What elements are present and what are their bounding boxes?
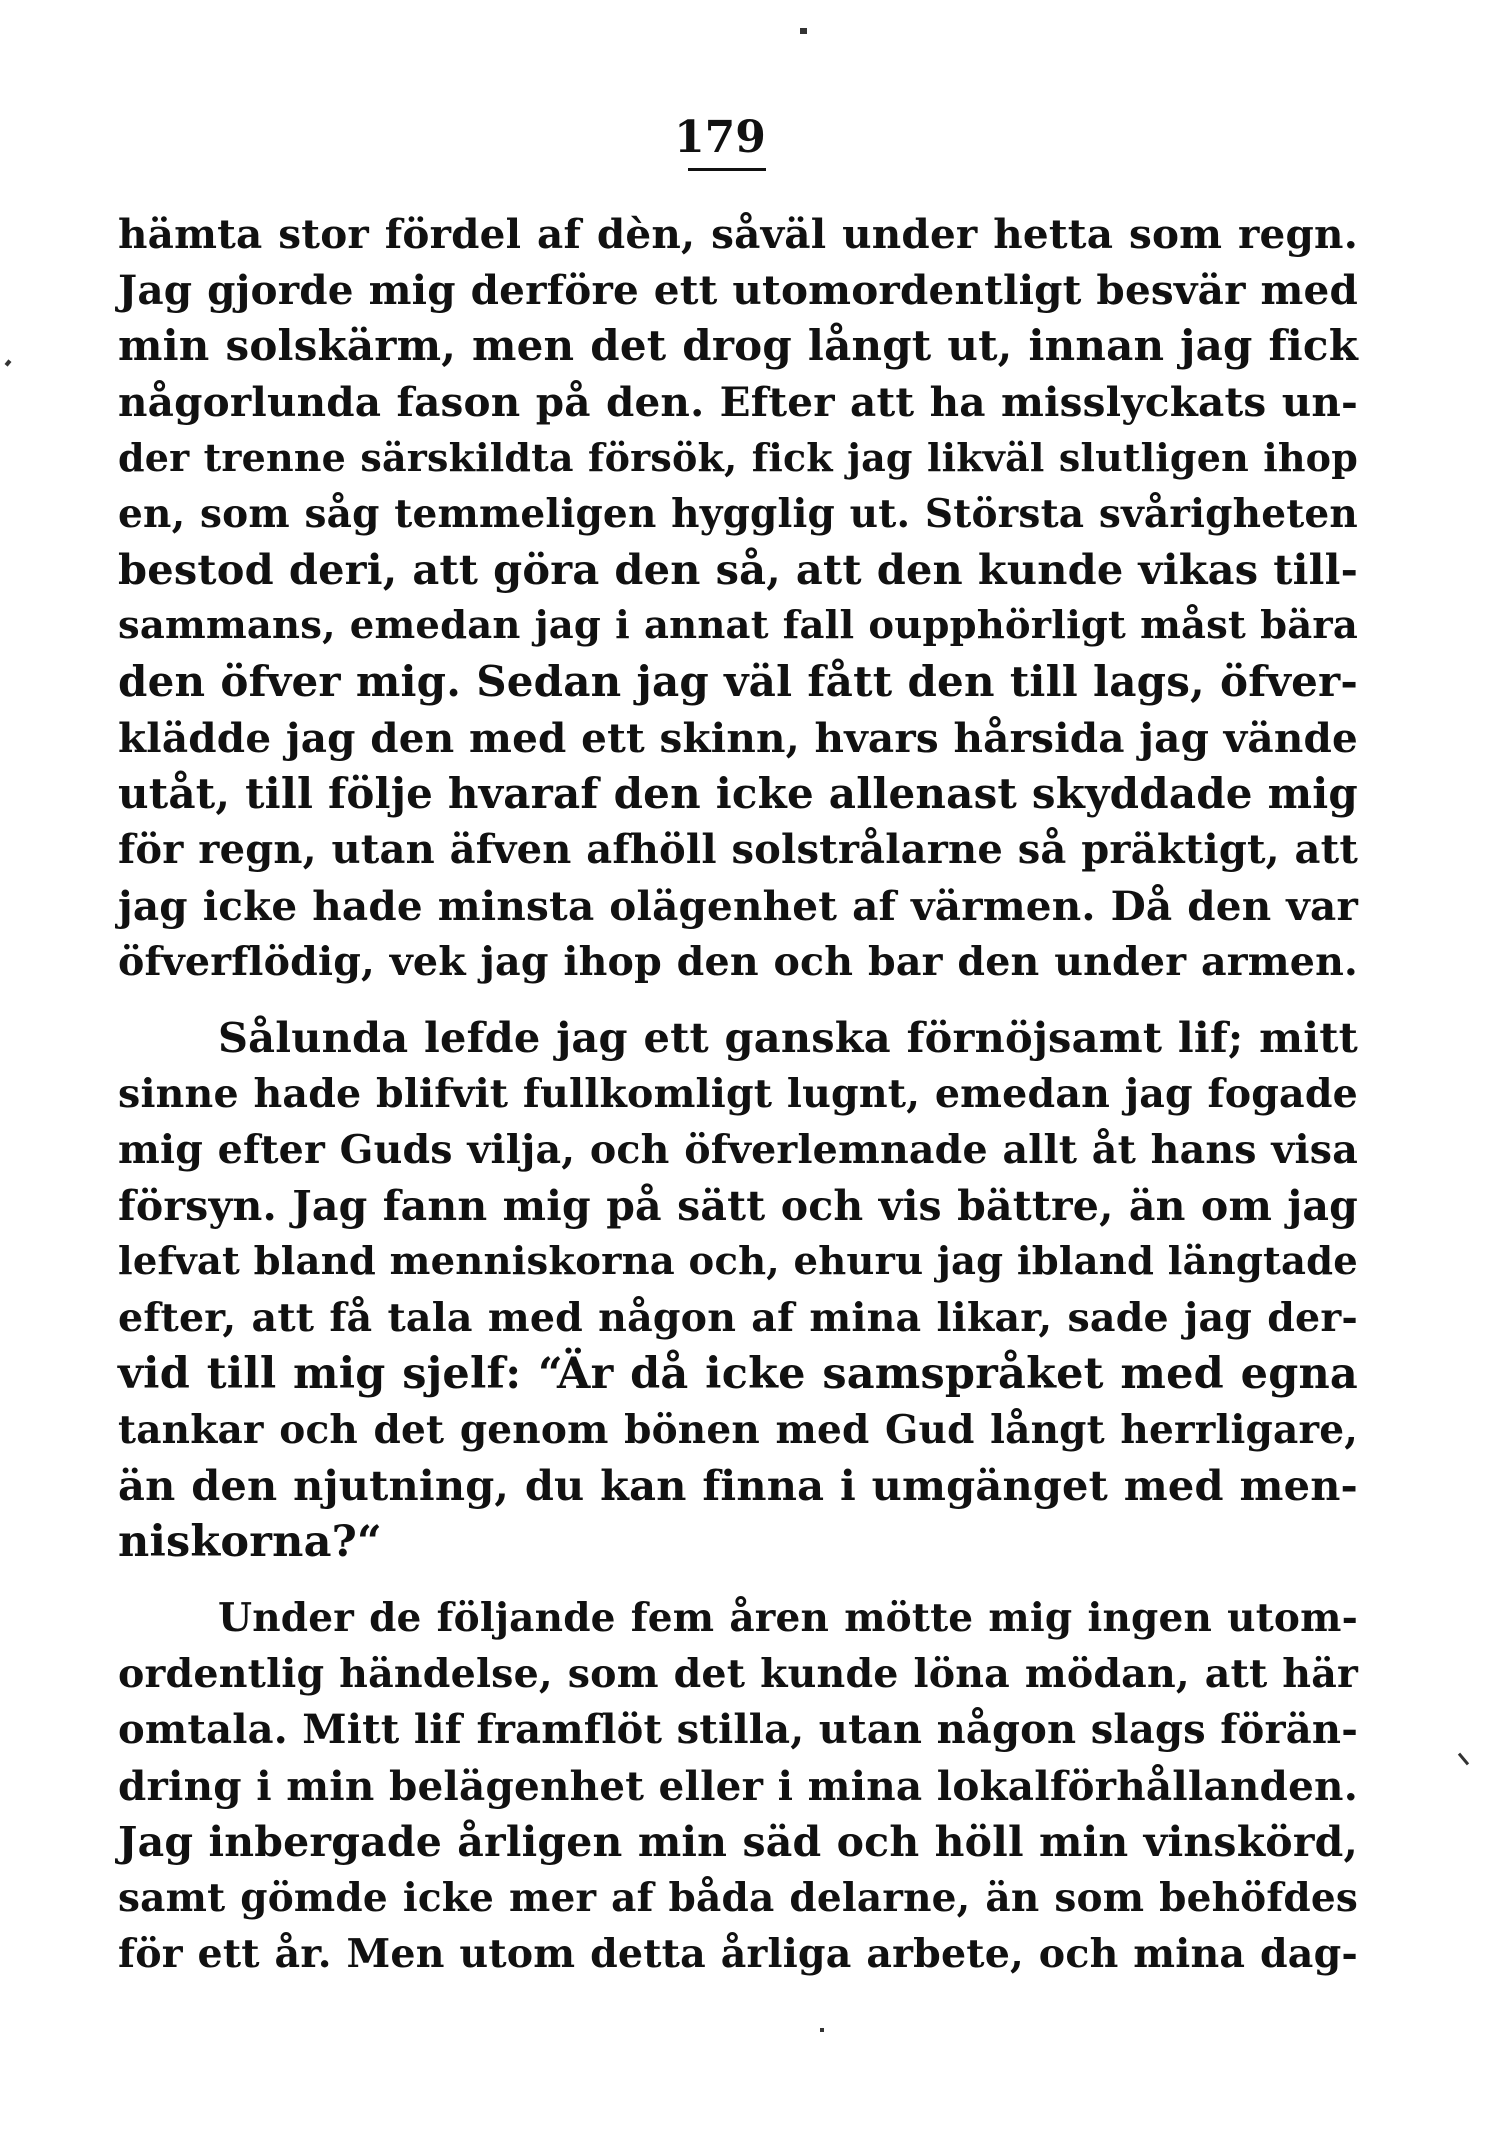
text-line: vid till mig sjelf: “Är då icke samspråket med egna: [118, 1349, 1358, 1399]
text-line: den öfver mig. Sedan jag väl fått den till lags, öfver-: [118, 657, 1358, 706]
text-line: Sålunda lefde jag ett ganska förnöjsamt lif; mitt: [218, 1013, 1358, 1062]
page-number: 179: [674, 112, 766, 163]
print-speck: [5, 359, 12, 366]
text-line: öfverflödig, vek jag ihop den och bar den under armen.: [118, 939, 1358, 985]
text-line: jag icke hade minsta olägenhet af värmen. Då den var: [118, 882, 1358, 930]
text-line: tankar och det genom bönen med Gud långt herrligare,: [118, 1407, 1358, 1453]
page-number-underline: [688, 168, 766, 171]
text-line: någorlunda fason på den. Efter att ha misslyckats un-: [118, 378, 1358, 426]
text-line: sammans, emedan jag i annat fall oupphörligt måst bära: [118, 603, 1358, 648]
text-line: lefvat bland menniskorna och, ehuru jag ibland längtade: [118, 1239, 1358, 1284]
text-line: efter, att få tala med någon af mina likar, sade jag der-: [118, 1295, 1358, 1341]
text-line: mig efter Guds vilja, och öfverlemnade allt åt hans visa: [118, 1127, 1358, 1173]
text-line: der trenne särskildta försök, fick jag likväl slutligen ihop: [118, 435, 1358, 480]
text-line: för regn, utan äfven afhöll solstrålarne så präktigt, att: [118, 826, 1358, 873]
text-line: Jag inbergade årligen min säd och höll min vinskörd,: [118, 1818, 1358, 1866]
text-line: än den njutning, du kan finna i umgänget med men-: [118, 1461, 1358, 1510]
text-line: en, som såg temmeligen hygglig ut. Största svårigheten: [118, 491, 1358, 537]
text-line: min solskärm, men det drog långt ut, innan jag fick: [118, 321, 1358, 370]
text-line: niskorna?“: [118, 1517, 382, 1567]
print-speck: [1458, 1753, 1469, 1766]
text-line: för ett år. Men utom detta årliga arbete, och mina dag-: [118, 1931, 1358, 1977]
text-line: ordentlig händelse, som det kunde löna mödan, att här: [118, 1651, 1358, 1697]
text-line: försyn. Jag fann mig på sätt och vis bättre, än om jag: [118, 1182, 1358, 1230]
text-line: Jag gjorde mig derföre ett utomordentligt besvär med: [118, 266, 1358, 314]
text-line: sinne hade blifvit fullkomligt lugnt, emedan jag fogade: [118, 1071, 1358, 1117]
text-line: Under de följande fem åren mötte mig ingen utom-: [218, 1595, 1358, 1641]
text-line: hämta stor fördel af dèn, såväl under hetta som regn.: [118, 210, 1358, 258]
text-line: dring i min belägenhet eller i mina lokalförhållanden.: [118, 1762, 1358, 1810]
text-line: bestod deri, att göra den så, att den kunde vikas till-: [118, 545, 1358, 594]
text-line: samt gömde icke mer af båda delarne, än som behöfdes: [118, 1875, 1358, 1921]
text-line: klädde jag den med ett skinn, hvars hårsida jag vände: [118, 714, 1358, 762]
print-speck: [820, 2028, 824, 2032]
text-line: utåt, till följe hvaraf den icke allenast skyddade mig: [118, 769, 1358, 818]
print-speck: [800, 28, 807, 34]
text-line: omtala. Mitt lif framflöt stilla, utan någon slags förän-: [118, 1706, 1358, 1753]
